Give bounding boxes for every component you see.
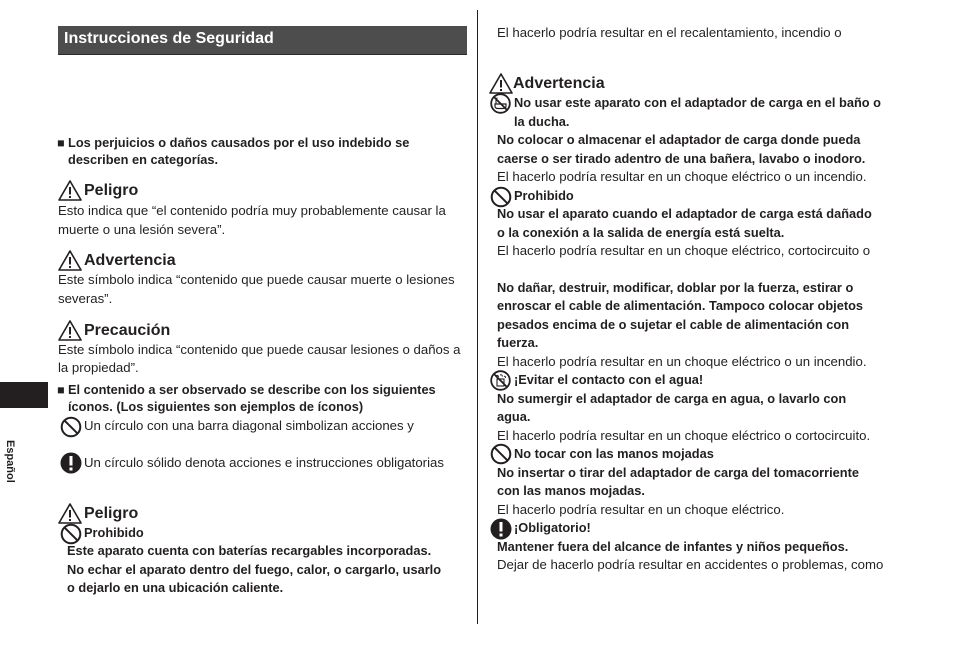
- mandatory-icon: [490, 518, 512, 540]
- cable-result: El hacerlo podría resultar en un choque eléctrico o un incendio.: [497, 354, 867, 369]
- battery-text-1: Este aparato cuenta con baterías recargables incorporadas.: [67, 543, 432, 558]
- battery-text-3: o dejarlo en una ubicación caliente.: [67, 580, 284, 595]
- cable-warning-1: No dañar, destruir, modificar, doblar por la fuerza, estirar o: [497, 280, 854, 295]
- mandatory-icon-description: Un círculo sólido denota acciones e instrucciones obligatorias: [84, 455, 444, 470]
- categories-text-1: Los perjuicios o daños causados por el uso indebido se: [68, 135, 410, 150]
- overheat-text: El hacerlo podría resultar en el recalentamiento, incendio o: [497, 25, 842, 40]
- section-title: Instrucciones de Seguridad: [64, 30, 274, 47]
- warning-triangle-icon: [58, 250, 82, 271]
- warning-triangle-icon: [489, 73, 513, 94]
- prohibido-label: Prohibido: [514, 188, 574, 203]
- precaucion-text-2: la propiedad”.: [58, 360, 139, 375]
- warning-triangle-icon: [58, 503, 82, 524]
- water-result: El hacerlo podría resultar en un choque eléctrico o cortocircuito.: [497, 428, 871, 443]
- wet-hands-warning-1: No insertar o tirar del adaptador de carga del tomacorriente: [497, 465, 859, 480]
- prohibition-icon-description: Un círculo con una barra diagonal simbolizan acciones y: [84, 418, 414, 433]
- language-tab: [0, 382, 48, 408]
- advertencia-heading: Advertencia: [84, 252, 176, 269]
- precaucion-heading: Precaución: [84, 322, 171, 339]
- battery-text-2: No echar el aparato dentro del fuego, calor, o cargarlo, usarlo: [67, 562, 442, 577]
- language-label: Español: [4, 440, 16, 483]
- no-bath-icon: [490, 93, 511, 114]
- peligro-heading: Peligro: [84, 505, 139, 522]
- prohibition-icon: [60, 416, 82, 438]
- store-warning-1: No colocar o almacenar el adaptador de carga donde pueda: [497, 132, 861, 147]
- peligro-heading: Peligro: [84, 182, 139, 199]
- bath-warning-1: No usar este aparato con el adaptador de carga en el baño o: [514, 95, 881, 110]
- cable-warning-4: fuerza.: [497, 335, 539, 350]
- mandatory-label: ¡Obligatorio!: [514, 520, 591, 535]
- children-result: Dejar de hacerlo podría resultar en accidentes o problemas, como: [497, 557, 884, 572]
- bath-warning-2: la ducha.: [514, 114, 570, 129]
- children-warning: Mantener fuera del alcance de infantes y niños pequeños.: [497, 539, 849, 554]
- store-result: El hacerlo podría resultar en un choque eléctrico o un incendio.: [497, 169, 867, 184]
- column-divider: [477, 10, 478, 624]
- prohibition-icon: [490, 443, 512, 465]
- bullet-square: ■: [57, 136, 65, 150]
- wet-hands-warning-2: con las manos mojadas.: [497, 483, 645, 498]
- categories-text-2: describen en categorías.: [68, 152, 219, 167]
- precaucion-text-1: Este símbolo indica “contenido que puede causar lesiones o daños a: [58, 342, 461, 357]
- peligro-text-1: Esto indica que “el contenido podría muy probablemente causar la: [58, 203, 446, 218]
- icons-intro-2: íconos. (Los siguientes son ejemplos de íconos): [68, 399, 364, 414]
- peligro-text-2: muerte o una lesión severa”.: [58, 222, 226, 237]
- wet-hands-result: El hacerlo podría resultar en un choque eléctrico.: [497, 502, 785, 517]
- water-warning-2: agua.: [497, 409, 531, 424]
- damaged-result: El hacerlo podría resultar en un choque eléctrico, cortocircuito o: [497, 243, 871, 258]
- warning-triangle-icon: [58, 180, 82, 201]
- cable-warning-2: enroscar el cable de alimentación. Tampoco colocar objetos: [497, 298, 864, 313]
- damaged-warning-1: No usar el aparato cuando el adaptador de carga está dañado: [497, 206, 872, 221]
- water-label: ¡Evitar el contacto con el agua!: [514, 372, 704, 387]
- icons-intro-1: El contenido a ser observado se describe con los siguientes: [68, 382, 436, 397]
- advertencia-heading: Advertencia: [513, 75, 605, 92]
- store-warning-2: caerse o ser tirado adentro de una bañera, lavabo o inodoro.: [497, 151, 866, 166]
- warning-triangle-icon: [58, 320, 82, 341]
- water-warning-1: No sumergir el adaptador de carga en agua, o lavarlo con: [497, 391, 847, 406]
- mandatory-icon: [60, 452, 82, 474]
- damaged-warning-2: o la conexión a la salida de energía está suelta.: [497, 225, 785, 240]
- no-water-icon: [490, 370, 511, 391]
- wet-hands-label: No tocar con las manos mojadas: [514, 446, 714, 461]
- cable-warning-3: pesados encima de o sujetar el cable de alimentación con: [497, 317, 850, 332]
- prohibido-label: Prohibido: [84, 525, 144, 540]
- section-title-bar: [58, 26, 467, 55]
- bullet-square: ■: [57, 383, 65, 397]
- advertencia-text-1: Este símbolo indica “contenido que puede causar muerte o lesiones: [58, 272, 455, 287]
- advertencia-text-2: severas”.: [58, 291, 113, 306]
